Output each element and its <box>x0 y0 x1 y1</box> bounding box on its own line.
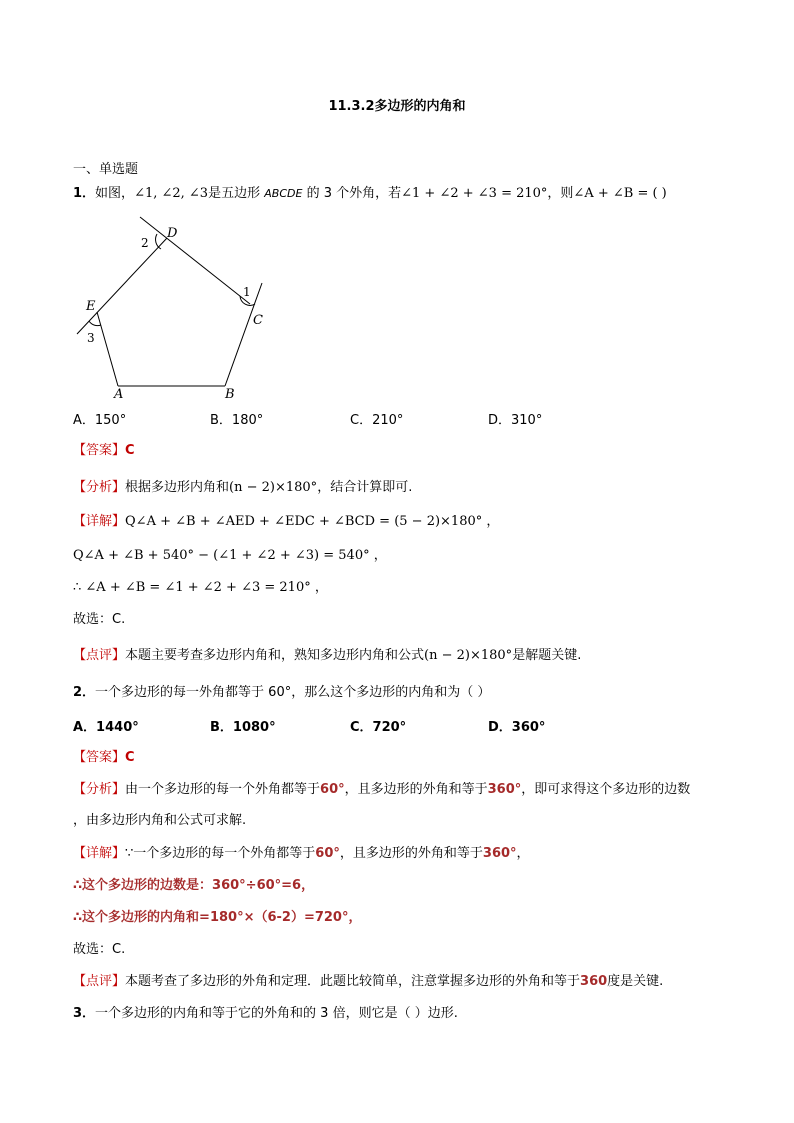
detail-value: 60° <box>315 846 340 861</box>
detail-text: ，且多边形的外角和等于 <box>339 846 483 861</box>
label-angle-3: 3 <box>87 331 95 345</box>
analysis-text: ，结合计算即可. <box>317 480 413 495</box>
answer-line <box>73 748 135 768</box>
question-2-stem <box>73 683 490 703</box>
analysis-line <box>73 780 690 800</box>
answer-tag: 【答案】 <box>73 443 126 458</box>
answer-tag: 【答案】 <box>73 750 126 765</box>
stem-text: 一个多边形的每一外角都等于 60°，那么这个多边形的内角和为（ ） <box>95 685 491 700</box>
option-b: B．1080° <box>210 720 276 735</box>
stem-text: 如图， <box>95 186 135 201</box>
option-a: A．1440° <box>73 720 139 735</box>
comment-value: 360 <box>580 974 608 989</box>
analysis-value: 60° <box>320 782 345 797</box>
label-vertex-b: B <box>225 387 235 402</box>
analysis-value: 360° <box>487 782 522 797</box>
detail-value: 360° <box>482 846 517 861</box>
option-d: D．360° <box>488 720 546 735</box>
choice-line: 故选：C. <box>73 612 126 627</box>
analysis-line-2: ，由多边形内角和公式可求解. <box>73 813 247 828</box>
question-number: 3． <box>73 1006 96 1021</box>
pentagon-figure <box>70 214 280 404</box>
analysis-formula: (n − 2)×180° <box>229 480 318 495</box>
question-3-stem <box>73 1004 458 1024</box>
section-heading: 一、单选题 <box>73 162 139 177</box>
label-vertex-c: C <box>253 313 263 328</box>
comment-formula: (n − 2)×180° <box>424 648 513 663</box>
detail-text: ， <box>516 846 530 861</box>
stem-text: ，则 <box>547 186 574 201</box>
comment-text: 本题主要考查多边形内角和，熟知多边形内角和公式 <box>125 648 425 663</box>
detail-tag: 【详解】 <box>73 514 126 529</box>
detail-line-1 <box>73 512 499 532</box>
analysis-tag: 【分析】 <box>73 480 126 495</box>
analysis-text: 根据多边形内角和 <box>125 480 230 495</box>
label-angle-2: 2 <box>141 236 149 250</box>
stem-text: 是五边形 <box>208 186 261 201</box>
stem-formula: ∠A + ∠B = ( ) <box>573 186 667 201</box>
option-a: A．150° <box>73 413 127 428</box>
comment-text: 是解题关键. <box>512 648 582 663</box>
label-angle-1: 1 <box>243 285 251 299</box>
analysis-line <box>73 478 412 498</box>
detail-text: ∵一个多边形的每一个外角都等于 <box>125 846 316 861</box>
page-title: 11.3.2多边形的内角和 <box>328 99 466 114</box>
detail-tag: 【详解】 <box>73 846 126 861</box>
detail-line-2: ∴这个多边形的边数是：360°÷60°=6， <box>73 878 315 893</box>
option-c: C．720° <box>350 720 407 735</box>
question-1-stem <box>73 184 667 204</box>
question-number: 1． <box>73 186 96 201</box>
option-d: D．310° <box>488 413 543 428</box>
analysis-text: ，即可求得这个多边形的边数 <box>521 782 691 797</box>
label-vertex-a: A <box>114 387 124 402</box>
option-b: B．180° <box>210 413 264 428</box>
stem-formula: ∠1, ∠2, ∠3 <box>134 186 209 201</box>
stem-text: 一个多边形的内角和等于它的外角和的 3 倍，则它是（ ）边形. <box>95 1006 458 1021</box>
label-vertex-d: D <box>167 226 178 241</box>
answer-value: C <box>125 750 135 765</box>
detail-line-3: ∴ ∠A + ∠B = ∠1 + ∠2 + ∠3 = 210° ， <box>73 580 328 595</box>
analysis-text: 由一个多边形的每一个外角都等于 <box>125 782 321 797</box>
comment-tag: 【点评】 <box>73 974 126 989</box>
answer-line <box>73 441 135 461</box>
detail-line-2: Q∠A + ∠B + 540° − (∠1 + ∠2 + ∠3) = 540° ， <box>73 548 387 563</box>
stem-text: 的 3 个外角，若 <box>306 186 402 201</box>
detail-formula: Q∠A + ∠B + ∠AED + ∠EDC + ∠BCD = (5 − 2)×180° ， <box>125 514 500 529</box>
detail-line-3: ∴这个多边形的内角和=180°×（6-2）=720°， <box>73 910 362 925</box>
comment-line <box>73 646 581 666</box>
comment-tag: 【点评】 <box>73 648 126 663</box>
label-vertex-e: E <box>86 299 96 314</box>
question-number: 2． <box>73 685 96 700</box>
answer-value: C <box>125 443 135 458</box>
comment-line <box>73 972 663 992</box>
detail-line-1 <box>73 844 530 864</box>
analysis-text: ，且多边形的外角和等于 <box>344 782 488 797</box>
analysis-tag: 【分析】 <box>73 782 126 797</box>
choice-line: 故选：C. <box>73 942 126 957</box>
comment-text: 本题考查了多边形的外角和定理．此题比较简单，注意掌握多边形的外角和等于 <box>125 974 581 989</box>
stem-formula: ∠1 + ∠2 + ∠3 = 210° <box>401 186 548 201</box>
option-c: C．210° <box>350 413 404 428</box>
comment-text: 度是关键. <box>607 974 664 989</box>
stem-polygon-name: ABCDE <box>264 187 303 200</box>
